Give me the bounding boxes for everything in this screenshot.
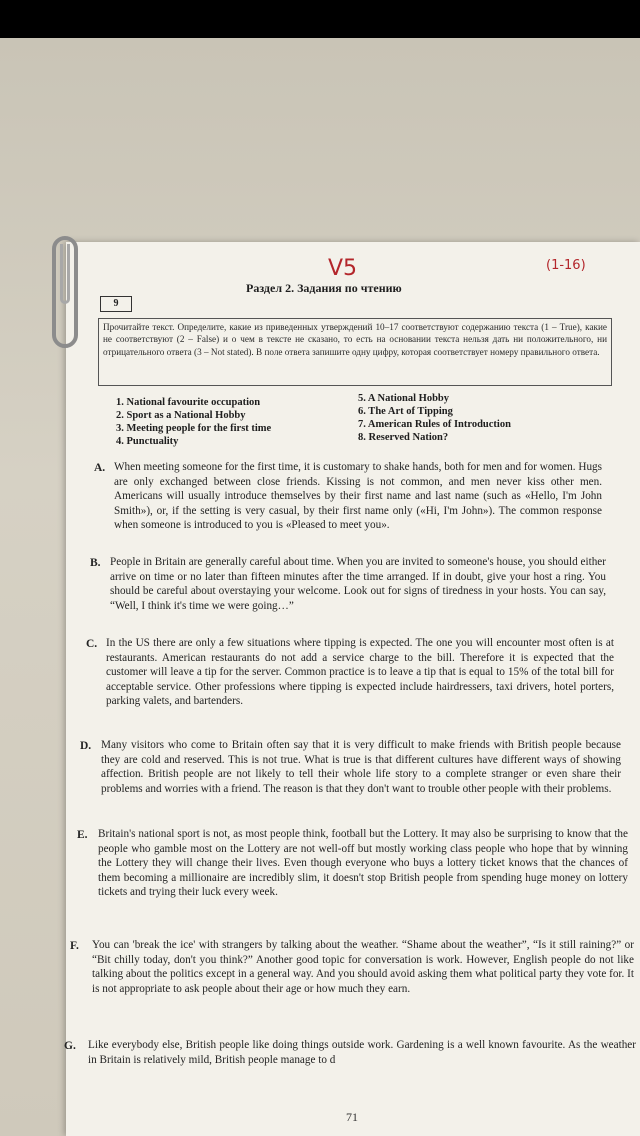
handwritten-variant: V5	[328, 256, 358, 281]
heading-8: 8. Reserved Nation?	[358, 432, 449, 443]
heading-6: 6. The Art of Tipping	[358, 406, 453, 417]
status-bar	[0, 0, 640, 38]
paragraph-letter: B.	[90, 557, 101, 569]
paragraph-letter: F.	[70, 940, 79, 952]
paragraph-text: You can 'break the ice' with strangers by talking about the weather. “Shame about the weather”, “Is it still raining?” or “Bit chilly today, don't you think?” Another good topic for conversation is work. However, English people do not like talking about the politics except in a general way. And you should avoid asking them what political party they vote for. It is not appropriate to ask people about their age or how much they earn.	[92, 939, 634, 995]
task-number-box: 9	[100, 296, 132, 312]
handwritten-range: (1-16)	[546, 258, 586, 273]
heading-5: 5. A National Hobby	[358, 393, 450, 404]
paragraph-letter: D.	[80, 740, 92, 752]
heading-2: 2. Sport as a National Hobby	[116, 410, 246, 421]
paper-clip-inner-icon	[60, 244, 70, 304]
paragraph-text: Like everybody else, British people like doing things outside work. Gardening is a well known favourite. As the weather in Britain is relatively mild, British people manage to d	[88, 1039, 636, 1066]
paragraph-letter: C.	[86, 638, 98, 650]
instruction-box: Прочитайте текст. Определите, какие из приведенных утверждений 10–17 соответствуют содержанию текста (1 – True), какие не соответствуют (2 – False) и о чем в тексте не сказано, то есть на основании текста нельзя дать ни положительного, ни отрицательного ответа (3 – Not stated). В поле ответа запишите одну цифру, которая соответствует номеру правильного ответа.	[98, 318, 612, 386]
paragraph-text: In the US there are only a few situations where tipping is expected. The one you will encounter most often is at restaurants. American restaurants do not add a service charge to the bill. Therefore it is expected that the customer will leave a tip for the server. Common practice is to leave a tip that is equal to 15% of the total bill for acceptable service. Other professions where tipping is expected include hairdressers, taxi drivers, hotel porters, parking valets, and bartenders.	[106, 637, 614, 708]
page-number: 71	[346, 1110, 358, 1124]
paragraph-text: When meeting someone for the first time, it is customary to shake hands, both for men and for women. Hugs are only exchanged between close friends. Kissing is not common, and men never kiss other men. Americans will usually introduce themselves by their first name and last name (such as «Hello, I'm John Smith»), or, if the setting is very casual, by their first name only («Hi, I'm John»). The common response when someone is introduced to you is «Pleased to meet you».	[114, 461, 602, 532]
heading-4: 4. Punctuality	[116, 436, 179, 447]
paragraph-text: People in Britain are generally careful about time. When you are invited to someone's house, you should either arrive on time or no later than fifteen minutes after the time arranged. If in doubt, give your host a ring. You should be careful about overstaying your welcome. Look out for signs of tiredness in your hosts. You can say, “Well, I think it's time we were going…”	[110, 556, 606, 612]
paragraph-letter: E.	[77, 829, 88, 841]
paragraph-letter: G.	[64, 1040, 76, 1052]
paragraph-text: Many visitors who come to Britain often say that it is very difficult to make friends with British people because they are cold and reserved. This is not true. What is true is that different cultures have different ways of showing affection. British people are not likely to tell their whole life story to a complete stranger or even share their problems and worries with a friend. The reason is that they don't want to trouble other people with their problems.	[101, 739, 621, 795]
heading-3: 3. Meeting people for the first time	[116, 423, 272, 434]
paragraph-text: Britain's national sport is not, as most people think, football but the Lottery. It may also be surprising to know that the people who gamble most on the Lottery are not well-off but mostly working class people who hope that by winning the Lottery they will change their lives. Even though everyone who buys a lottery ticket knows that the chances of them becoming a millionaire are incredibly slim, it doesn't stop British people from spending huge money on lottery tickets and trying their luck every week.	[98, 828, 628, 899]
paragraph-letter: A.	[94, 462, 106, 474]
heading-7: 7. American Rules of Introduction	[358, 419, 511, 430]
heading-1: 1. National favourite occupation	[116, 397, 261, 408]
section-title: Раздел 2. Задания по чтению	[246, 281, 402, 295]
